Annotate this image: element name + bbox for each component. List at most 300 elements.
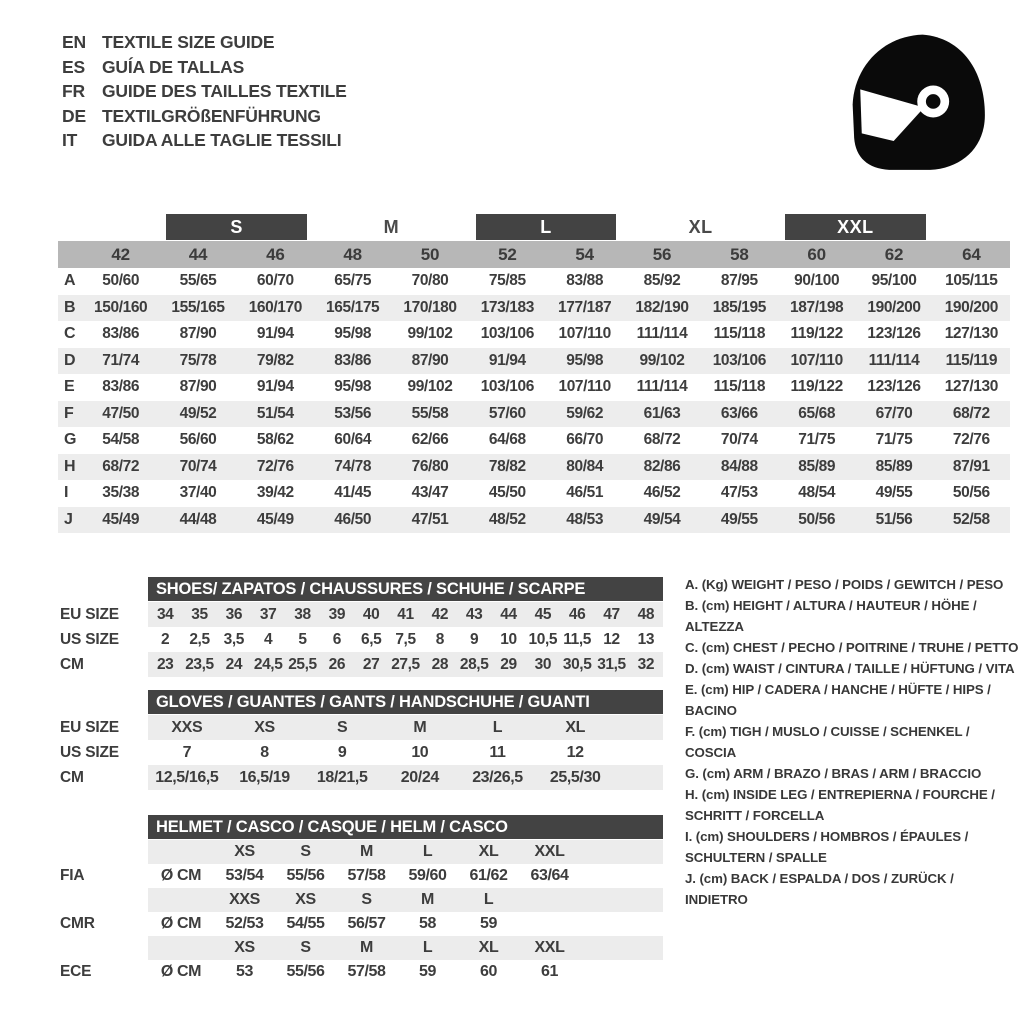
table-cell: 5 (298, 630, 307, 648)
table-cell: 57/58 (347, 867, 386, 884)
table-cell: 2,5 (189, 630, 210, 648)
table-cell: 43/47 (411, 484, 449, 502)
table-cell: 12 (566, 743, 584, 761)
table-cell: XL (478, 939, 499, 956)
shoes-table-rows (60, 602, 663, 677)
table-cell: L (422, 843, 433, 860)
table-row (60, 740, 663, 765)
table-cell: 82/86 (643, 457, 681, 475)
table-cell: 12,5/16,5 (155, 768, 219, 786)
table-cell: 44/48 (179, 510, 217, 528)
table-cell: 9 (470, 630, 479, 648)
table-cell: S (300, 939, 311, 956)
table-row (60, 627, 663, 652)
table-cell: 67/70 (875, 404, 913, 422)
table-cell: 61 (541, 963, 558, 980)
table-cell: 56/57 (347, 915, 386, 932)
table-cell: 111/114 (636, 378, 688, 396)
table-cell: 65/75 (334, 272, 372, 290)
table-cell: 87/90 (179, 325, 217, 343)
language-code: IT (62, 130, 78, 150)
shoes-table-title: SHOES/ ZAPATOS / CHAUSSURES / SCHUHE / SCARPE (148, 577, 663, 601)
table-cell: 70/80 (411, 272, 449, 290)
table-cell: 91/94 (256, 325, 294, 343)
table-cell: 165/175 (326, 298, 380, 316)
language-line (62, 79, 347, 104)
table-row (58, 454, 1010, 481)
language-line (62, 55, 347, 80)
table-cell: 71/74 (102, 351, 140, 369)
size-column-header-row (58, 241, 1010, 268)
table-cell: XS (254, 718, 275, 736)
table-cell: 75/78 (179, 351, 217, 369)
row-band (148, 740, 663, 765)
row-label: F (64, 404, 74, 422)
table-cell: 127/130 (944, 325, 998, 343)
table-cell: 87/91 (952, 457, 990, 475)
table-cell: XXL (534, 843, 565, 860)
table-cell: 65/68 (798, 404, 836, 422)
guide-title: GUIDA ALLE TAGLIE TESSILI (102, 130, 342, 150)
table-cell: 23 (156, 655, 174, 673)
legend-item: D. (cm) WAIST / CINTURA / TAILLE / HÜFTUNG / VITA (685, 661, 1015, 676)
guide-title: GUÍA DE TALLAS (102, 56, 245, 77)
table-cell: XL (565, 718, 585, 736)
table-cell: 38 (294, 605, 311, 623)
row-label (60, 840, 148, 864)
table-row (58, 374, 1010, 401)
table-cell: 87/90 (179, 378, 217, 396)
helmet-size-table (60, 815, 663, 984)
helmet-icon (842, 30, 994, 176)
row-values (148, 888, 584, 912)
table-cell: 71/75 (875, 431, 913, 449)
table-cell: 53 (236, 963, 253, 980)
table-cell: 79/82 (256, 351, 294, 369)
table-cell: 32 (637, 655, 655, 673)
row-band (148, 864, 663, 888)
table-cell: 76/80 (411, 457, 449, 475)
table-cell: 23,5 (185, 655, 214, 673)
table-row (60, 652, 663, 677)
table-cell: 111/114 (636, 325, 688, 343)
size-column-header: 48 (343, 244, 362, 264)
table-row (60, 864, 663, 888)
table-cell: 115/118 (713, 325, 766, 343)
table-cell: 72/76 (952, 431, 990, 449)
table-cell: 85/92 (643, 272, 681, 290)
table-cell: 119/122 (790, 378, 843, 396)
table-cell: 4 (264, 630, 273, 648)
row-values (148, 936, 584, 960)
table-cell: 53/56 (334, 404, 372, 422)
size-group-header-row (58, 213, 1010, 241)
table-cell: S (361, 891, 372, 908)
table-cell: 58 (419, 915, 436, 932)
size-group-l: L (476, 214, 617, 240)
table-cell: 28,5 (459, 655, 489, 673)
table-cell: 70/74 (179, 457, 217, 475)
row-values (148, 765, 614, 790)
table-cell: 58/62 (256, 431, 294, 449)
table-cell: 55/56 (286, 963, 325, 980)
table-cell: 57/58 (347, 963, 386, 980)
table-cell: 46/51 (566, 484, 604, 502)
row-label: G (64, 431, 77, 449)
table-cell: 49/52 (179, 404, 217, 422)
row-label: J (64, 510, 73, 528)
table-cell: 95/100 (871, 272, 917, 290)
table-cell: 49/54 (643, 510, 681, 528)
table-cell: 185/195 (712, 298, 766, 316)
table-cell: 11,5 (563, 630, 592, 648)
table-cell: XS (234, 843, 255, 860)
table-cell: 37 (259, 605, 277, 623)
table-row (60, 765, 663, 790)
legend-item: H. (cm) INSIDE LEG / ENTREPIERNA / FOURCHE / SCHRITT / FORCELLA (685, 787, 995, 823)
table-cell: 59/62 (566, 404, 604, 422)
language-code: EN (62, 32, 86, 52)
table-cell: 59/60 (408, 867, 447, 884)
row-band (148, 602, 663, 627)
size-column-header: 62 (884, 244, 904, 264)
table-cell: 46 (568, 605, 586, 623)
size-group-xl: XL (688, 216, 713, 237)
row-band (148, 936, 663, 960)
table-cell: 127/130 (944, 378, 998, 396)
table-cell: 68/72 (952, 404, 990, 422)
row-values (148, 740, 614, 765)
table-cell: L (422, 939, 433, 956)
table-cell: 46/50 (334, 510, 372, 528)
table-cell: 123/126 (867, 378, 921, 396)
table-cell: 46/52 (643, 484, 681, 502)
textile-size-table (58, 213, 1010, 533)
table-cell: 115/119 (945, 351, 998, 369)
row-band (148, 627, 663, 652)
row-label: C (64, 325, 76, 343)
row-label: FIA (60, 867, 85, 884)
table-cell: XL (478, 843, 499, 860)
row-label: CM (60, 655, 84, 673)
table-cell: 35 (191, 605, 208, 623)
table-cell: 6,5 (360, 630, 382, 648)
table-cell: Ø CM (160, 915, 202, 932)
size-column-header: 46 (266, 244, 285, 264)
table-cell: 115/118 (713, 378, 766, 396)
table-cell: 155/165 (171, 298, 225, 316)
table-cell: 111/114 (868, 351, 920, 369)
legend-item: I. (cm) SHOULDERS / HOMBROS / ÉPAULES / SCHULTERN / SPALLE (685, 829, 969, 865)
table-cell: 26 (328, 655, 346, 673)
table-cell: 60/64 (334, 431, 372, 449)
table-row (58, 427, 1010, 454)
table-cell: M (360, 843, 373, 860)
table-cell: 95/98 (334, 378, 372, 396)
table-cell: 20/24 (400, 768, 439, 786)
table-cell: 103/106 (480, 378, 534, 396)
table-cell: 83/88 (566, 272, 604, 290)
table-cell: 60 (480, 963, 497, 980)
table-cell: M (413, 718, 427, 736)
table-cell: 45/50 (488, 484, 526, 502)
table-cell: 55/58 (411, 404, 449, 422)
table-cell: 43 (465, 605, 483, 623)
row-label: E (64, 378, 75, 396)
language-title-list (62, 30, 347, 153)
table-cell: 45/49 (256, 510, 294, 528)
table-cell: 47/51 (411, 510, 449, 528)
table-row (60, 840, 663, 864)
legend-item: B. (cm) HEIGHT / ALTURA / HAUTEUR / HÖHE / ALTEZZA (685, 598, 977, 634)
language-line (62, 30, 347, 55)
legend-item: G. (cm) ARM / BRAZO / BRAS / ARM / BRACCIO (685, 766, 982, 781)
table-cell: 23/26,5 (472, 768, 523, 786)
table-cell: 52/53 (225, 915, 264, 932)
table-cell: 119/122 (790, 325, 843, 343)
row-label: ECE (60, 963, 92, 980)
table-cell: XXS (229, 891, 260, 908)
table-cell: 28 (431, 655, 449, 673)
table-cell: 9 (337, 743, 347, 761)
table-cell: 24 (225, 655, 243, 673)
table-cell: M (421, 891, 434, 908)
row-label: EU SIZE (60, 718, 119, 736)
table-cell: Ø CM (160, 963, 202, 980)
table-cell: 187/198 (790, 298, 844, 316)
table-cell: 78/82 (488, 457, 526, 475)
row-band (148, 840, 663, 864)
table-cell: 50/56 (952, 484, 990, 502)
table-cell: 49/55 (720, 510, 758, 528)
table-cell: 49/55 (875, 484, 913, 502)
table-row (60, 602, 663, 627)
table-cell: 61/62 (469, 867, 508, 884)
table-cell: 173/183 (480, 298, 534, 316)
row-band (148, 652, 663, 677)
table-cell: L (483, 891, 494, 908)
table-cell: 48/53 (566, 510, 604, 528)
table-cell: 95/98 (334, 325, 372, 343)
table-row (60, 715, 663, 740)
table-cell: 160/170 (248, 298, 302, 316)
table-cell: 87/95 (720, 272, 758, 290)
language-line (62, 128, 347, 153)
table-cell: 55/65 (179, 272, 217, 290)
table-cell: 3,5 (223, 630, 244, 648)
row-label: H (64, 457, 76, 475)
table-cell: 60/70 (256, 272, 294, 290)
table-cell: 87/90 (411, 351, 449, 369)
table-cell: 35/38 (102, 484, 140, 502)
row-label (60, 936, 148, 960)
table-cell: 50/60 (102, 272, 140, 290)
shoes-size-table (60, 577, 663, 677)
table-cell: Ø CM (160, 867, 202, 884)
table-cell: 47/53 (720, 484, 758, 502)
row-values (148, 652, 663, 677)
size-column-header: 56 (652, 244, 672, 264)
table-cell: 150/160 (94, 298, 148, 316)
table-cell: 99/102 (639, 351, 685, 369)
table-row (60, 888, 663, 912)
table-cell: 66/70 (566, 431, 604, 449)
table-cell: M (360, 939, 373, 956)
row-label: D (64, 351, 76, 369)
row-values (148, 602, 663, 627)
table-cell: 107/110 (558, 325, 611, 343)
table-cell: 47 (603, 605, 620, 623)
table-cell: 70/74 (720, 431, 758, 449)
gloves-table-title: GLOVES / GUANTES / GANTS / HANDSCHUHE / GUANTI (148, 690, 663, 714)
table-cell: 91/94 (256, 378, 294, 396)
table-cell: 10,5 (528, 630, 558, 648)
table-cell: 54/58 (102, 431, 140, 449)
table-cell: 18/21,5 (316, 768, 368, 786)
size-group-m: M (383, 216, 400, 237)
gloves-table-rows (60, 715, 663, 790)
table-cell: 36 (225, 605, 243, 623)
table-cell: 177/187 (558, 298, 612, 316)
row-label: US SIZE (60, 743, 119, 761)
table-row (58, 507, 1010, 534)
table-cell: L (492, 718, 503, 736)
size-group-xxl: XXL (785, 214, 926, 240)
table-cell: 11 (489, 743, 506, 761)
table-cell: 39/42 (256, 484, 294, 502)
table-cell: 55/56 (286, 867, 325, 884)
table-cell: 107/110 (790, 351, 843, 369)
table-cell: 68/72 (643, 431, 681, 449)
table-cell: 84/88 (720, 457, 758, 475)
table-cell: 72/76 (256, 457, 294, 475)
table-cell: 30 (534, 655, 552, 673)
table-cell: 6 (332, 630, 341, 648)
table-cell: 7 (182, 743, 192, 761)
table-cell: 25,5/30 (549, 768, 601, 786)
table-row (58, 480, 1010, 507)
table-cell: 99/102 (407, 325, 453, 343)
table-cell: 90/100 (794, 272, 840, 290)
table-cell: 29 (500, 655, 517, 673)
table-cell: 48 (637, 605, 655, 623)
table-cell: 27 (362, 655, 380, 673)
row-values (148, 960, 584, 984)
row-label: EU SIZE (60, 605, 119, 623)
table-cell: 59 (480, 915, 497, 932)
table-cell: 37/40 (179, 484, 217, 502)
table-cell: 31,5 (597, 655, 626, 673)
table-cell: 41/45 (334, 484, 372, 502)
table-cell: 48/52 (488, 510, 526, 528)
table-cell: 103/106 (712, 351, 766, 369)
row-band (148, 960, 663, 984)
row-band (148, 715, 663, 740)
row-values (148, 840, 584, 864)
table-cell: 45/49 (102, 510, 140, 528)
table-cell: 54/55 (286, 915, 325, 932)
table-cell: 34 (156, 605, 174, 623)
table-row (60, 960, 663, 984)
row-band (148, 888, 663, 912)
table-cell: 83/86 (102, 378, 140, 396)
table-cell: XS (295, 891, 316, 908)
table-cell: 8 (260, 743, 269, 761)
table-cell: XXL (534, 939, 565, 956)
table-cell: 41 (397, 605, 414, 623)
table-cell: 44 (500, 605, 517, 623)
row-label: CMR (60, 915, 95, 932)
table-row (58, 401, 1010, 428)
table-cell: 27,5 (391, 655, 420, 673)
table-cell: 57/60 (488, 404, 526, 422)
table-cell: 52/58 (952, 510, 990, 528)
table-row (60, 936, 663, 960)
legend-item: J. (cm) BACK / ESPALDA / DOS / ZURÜCK / INDIETRO (685, 871, 954, 907)
table-cell: 190/200 (944, 298, 998, 316)
table-cell: 10 (411, 743, 429, 761)
table-cell: 182/190 (635, 298, 689, 316)
table-cell: 170/180 (403, 298, 457, 316)
table-cell: 50/56 (798, 510, 836, 528)
table-cell: 71/75 (798, 431, 836, 449)
size-column-header: 60 (807, 244, 826, 264)
legend-item: C. (cm) CHEST / PECHO / POITRINE / TRUHE / PETTO (685, 640, 1019, 655)
table-cell: 39 (328, 605, 346, 623)
table-cell: 63/66 (720, 404, 758, 422)
table-row (60, 912, 663, 936)
table-cell: 51/56 (875, 510, 913, 528)
table-cell: 83/86 (102, 325, 140, 343)
table-cell: 25,5 (288, 655, 317, 673)
table-cell: 42 (431, 605, 449, 623)
table-cell: 53/54 (225, 867, 264, 884)
table-cell: XXS (171, 718, 203, 736)
language-code: DE (62, 105, 86, 126)
row-values (148, 864, 584, 888)
row-values (148, 912, 584, 936)
table-cell: 85/89 (875, 457, 913, 475)
row-values (148, 715, 614, 740)
row-label: A (64, 272, 76, 290)
helmet-table-rows (60, 840, 663, 984)
table-cell: 63/64 (530, 867, 569, 884)
table-cell: 64/68 (488, 431, 526, 449)
table-row (58, 321, 1010, 348)
table-cell: 68/72 (102, 457, 140, 475)
language-code: FR (62, 81, 85, 101)
row-values (148, 627, 663, 652)
table-cell: 105/115 (945, 272, 998, 290)
table-row (58, 295, 1010, 322)
table-cell: 62/66 (411, 431, 449, 449)
table-row (58, 268, 1010, 295)
guide-title: TEXTILGRÖßENFÜHRUNG (102, 105, 321, 126)
table-cell: 47/50 (102, 404, 140, 422)
table-cell: 24,5 (253, 655, 283, 673)
table-cell: 85/89 (798, 457, 836, 475)
size-column-header: 58 (730, 244, 749, 264)
table-cell: 123/126 (867, 325, 921, 343)
row-label: CM (60, 768, 84, 786)
table-cell: 190/200 (867, 298, 921, 316)
table-cell: 83/86 (334, 351, 372, 369)
legend-item: A. (Kg) WEIGHT / PESO / POIDS / GEWITCH / PESO (685, 577, 1004, 592)
table-cell: 10 (500, 630, 517, 648)
table-cell: S (337, 718, 348, 736)
table-cell: 75/85 (488, 272, 526, 290)
table-cell: 103/106 (480, 325, 534, 343)
